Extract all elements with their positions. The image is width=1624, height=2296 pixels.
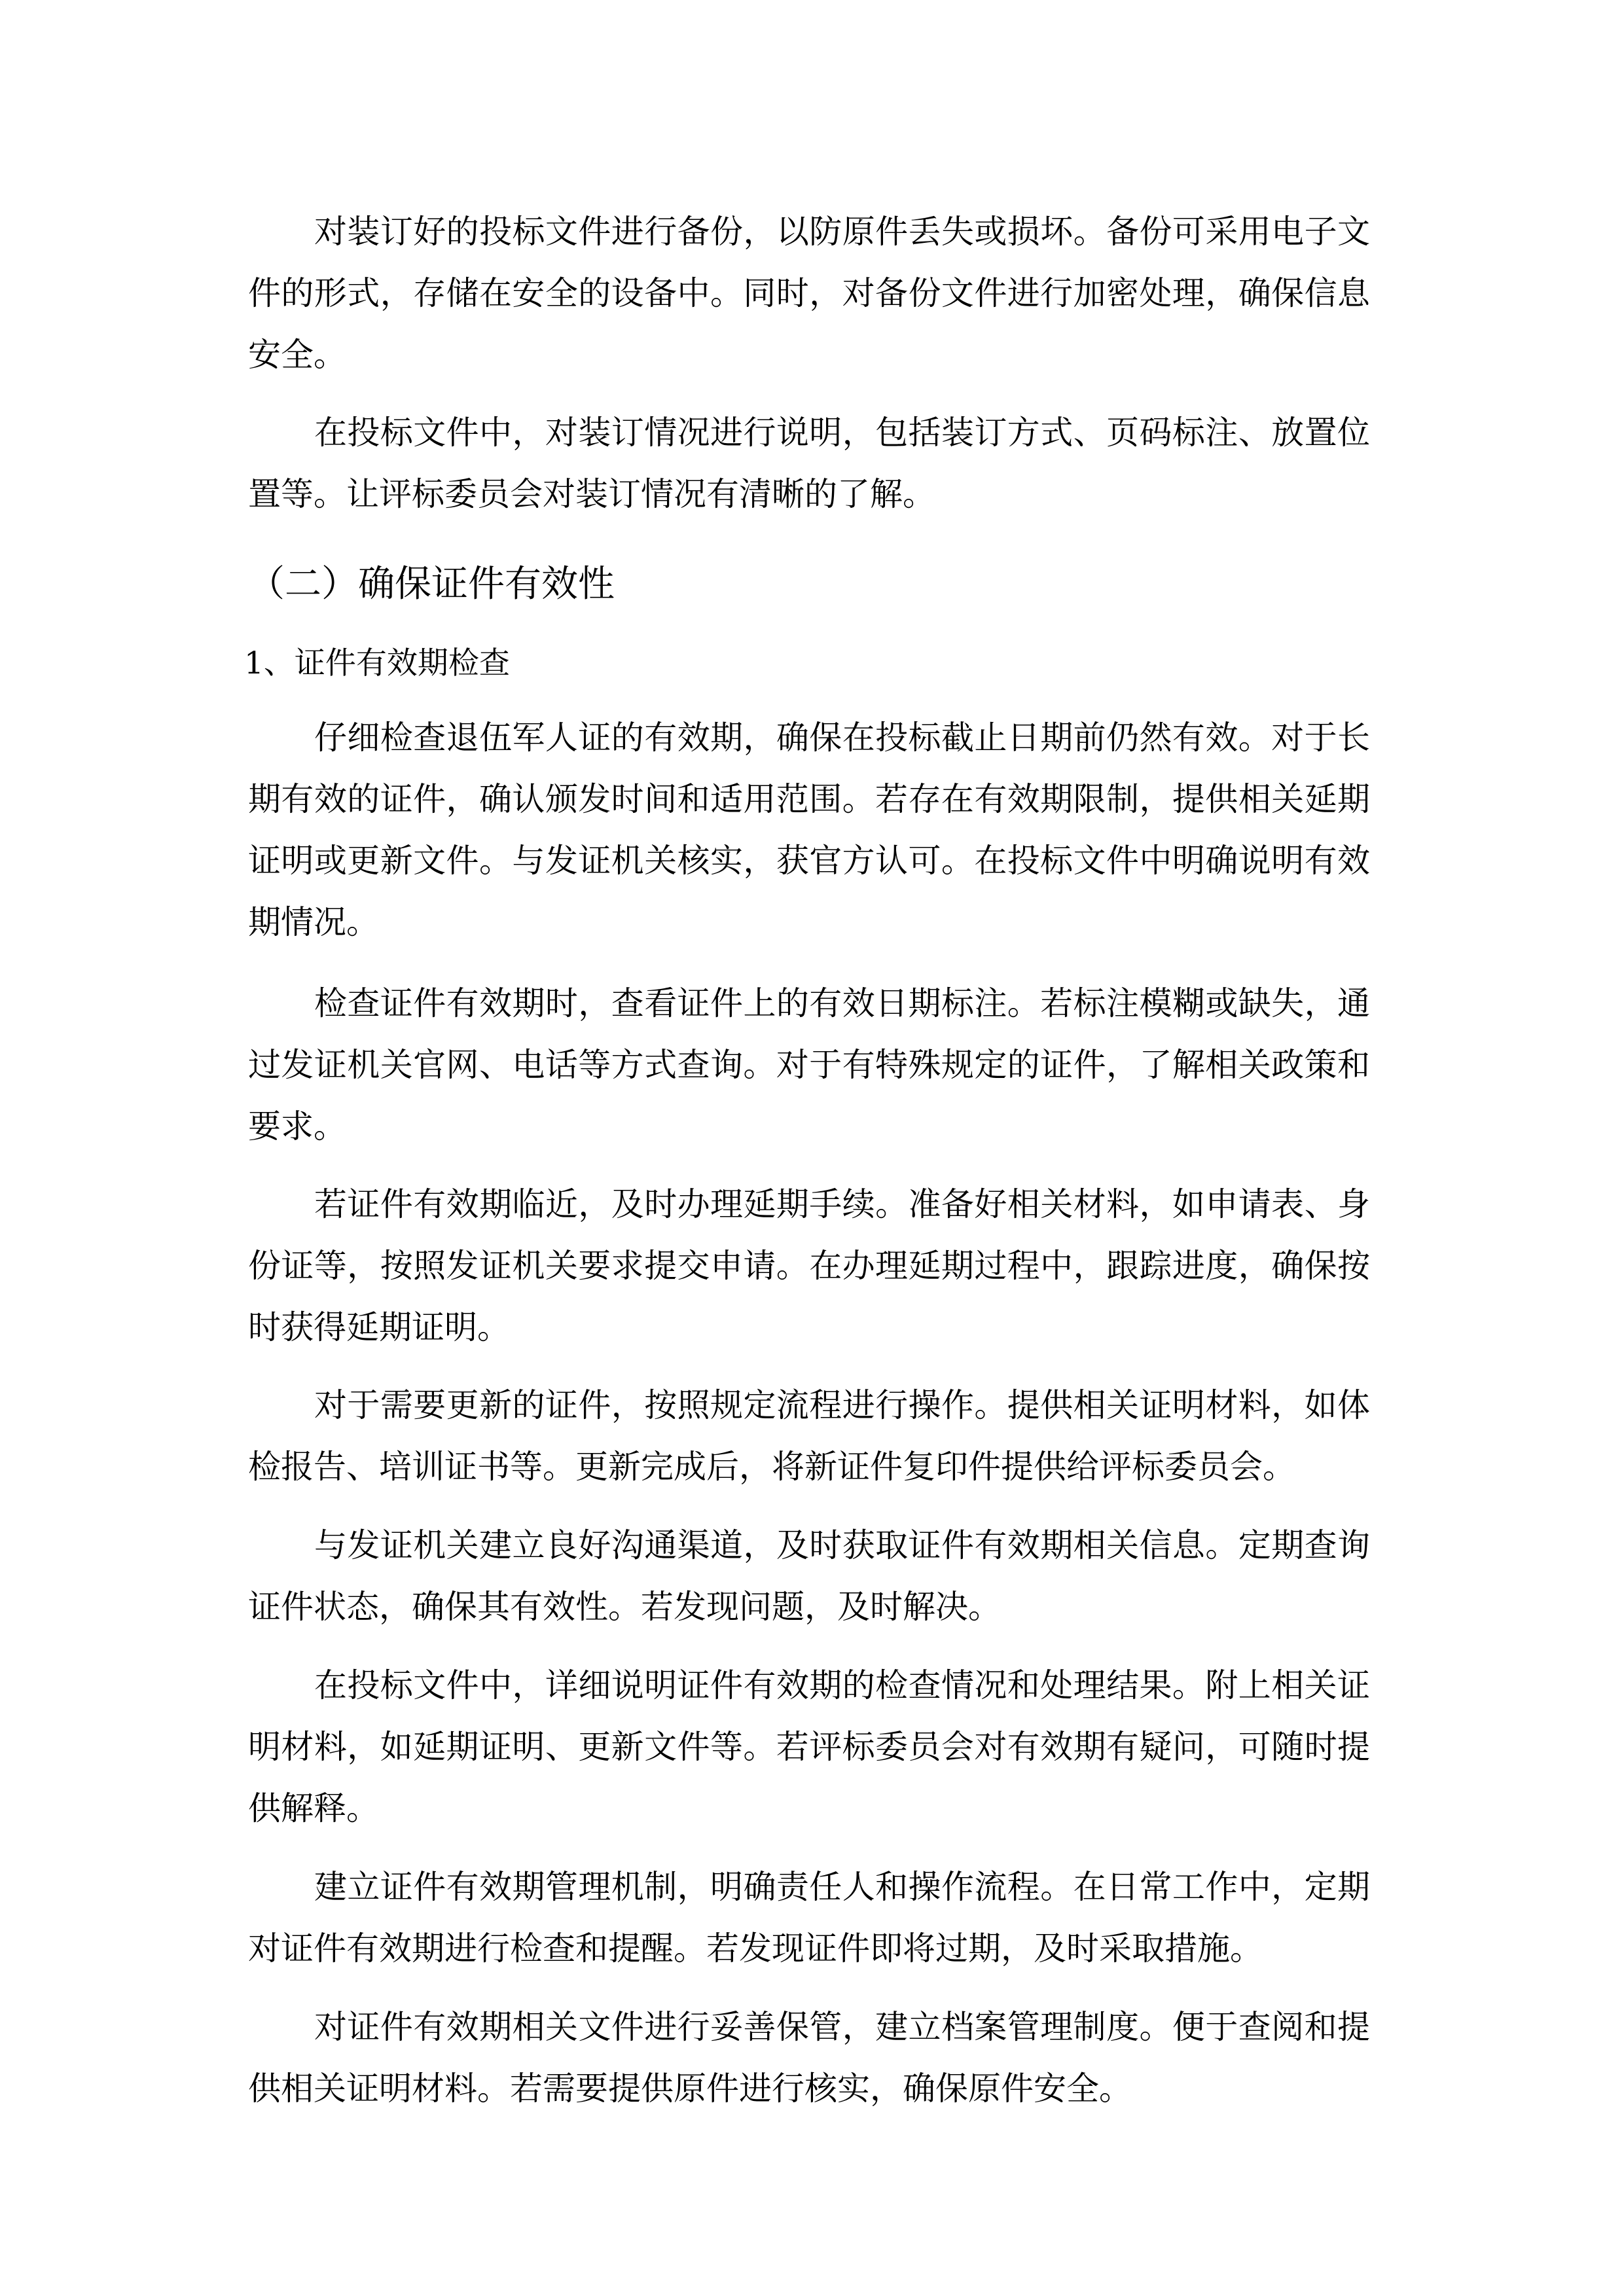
paragraph-line: 要求。 <box>248 1107 346 1145</box>
paragraph-line: 对装订好的投标文件进行备份，以防原件丢失或损坏。备份可采用电子文 <box>314 213 1370 251</box>
body-paragraph <box>248 1515 1370 1638</box>
paragraph-line: 对证件有效期进行检查和提醒。若发现证件即将过期，及时采取措施。 <box>248 1929 1263 1967</box>
body-paragraph <box>248 1996 1370 2119</box>
body-paragraph <box>248 973 1370 1157</box>
paragraph-line: 在投标文件中，对装订情况进行说明，包括装订方式、页码标注、放置位 <box>314 414 1370 452</box>
body-paragraph <box>248 1374 1370 1498</box>
paragraph-line: 检查证件有效期时，查看证件上的有效日期标注。若标注模糊或缺失，通 <box>314 984 1370 1022</box>
body-paragraph <box>248 1174 1370 1358</box>
subsection-heading: 1、证件有效期检查 <box>244 645 510 681</box>
body-paragraph <box>248 402 1370 525</box>
paragraph-line: 件的形式，存储在安全的设备中。同时，对备份文件进行加密处理，确保信息 <box>248 274 1370 312</box>
paragraph-line: 时获得延期证明。 <box>248 1308 510 1346</box>
paragraph-line: 明材料，如延期证明、更新文件等。若评标委员会对有效期有疑问，可随时提 <box>248 1728 1370 1766</box>
paragraph-line: 对于需要更新的证件，按照规定流程进行操作。提供相关证明材料，如体 <box>314 1386 1370 1424</box>
paragraph-line: 检报告、培训证书等。更新完成后，将新证件复印件提供给评标委员会。 <box>248 1448 1295 1486</box>
section-heading: （二）确保证件有效性 <box>248 563 615 605</box>
paragraph-line: 若证件有效期临近，及时办理延期手续。准备好相关材料，如申请表、身 <box>314 1185 1370 1223</box>
paragraph-line: 安全。 <box>248 336 346 374</box>
paragraph-line: 证明或更新文件。与发证机关核实，获官方认可。在投标文件中明确说明有效 <box>248 842 1370 880</box>
body-paragraph <box>248 1856 1370 1979</box>
paragraph-line: 证件状态，确保其有效性。若发现问题，及时解决。 <box>248 1588 1001 1626</box>
paragraph-line: 期有效的证件，确认颁发时间和适用范围。若存在有效期限制，提供相关延期 <box>248 780 1370 818</box>
paragraph-line: 供相关证明材料。若需要提供原件进行核实，确保原件安全。 <box>248 2070 1132 2108</box>
body-paragraph <box>248 201 1370 386</box>
body-paragraph <box>248 707 1370 953</box>
body-paragraph <box>248 1655 1370 1839</box>
paragraph-line: 仔细检查退伍军人证的有效期，确保在投标截止日期前仍然有效。对于长 <box>314 719 1370 757</box>
paragraph-line: 期情况。 <box>248 903 379 941</box>
paragraph-line: 置等。让评标委员会对装订情况有清晰的了解。 <box>248 475 935 513</box>
paragraph-line: 过发证机关官网、电话等方式查询。对于有特殊规定的证件，了解相关政策和 <box>248 1046 1370 1084</box>
paragraph-line: 建立证件有效期管理机制，明确责任人和操作流程。在日常工作中，定期 <box>314 1868 1370 1906</box>
paragraph-line: 供解释。 <box>248 1789 379 1827</box>
paragraph-line: 与发证机关建立良好沟通渠道，及时获取证件有效期相关信息。定期查询 <box>314 1526 1370 1564</box>
paragraph-line: 在投标文件中，详细说明证件有效期的检查情况和处理结果。附上相关证 <box>314 1666 1370 1704</box>
paragraph-line: 份证等，按照发证机关要求提交申请。在办理延期过程中，跟踪进度，确保按 <box>248 1247 1370 1285</box>
paragraph-line: 对证件有效期相关文件进行妥善保管，建立档案管理制度。便于查阅和提 <box>314 2008 1370 2046</box>
